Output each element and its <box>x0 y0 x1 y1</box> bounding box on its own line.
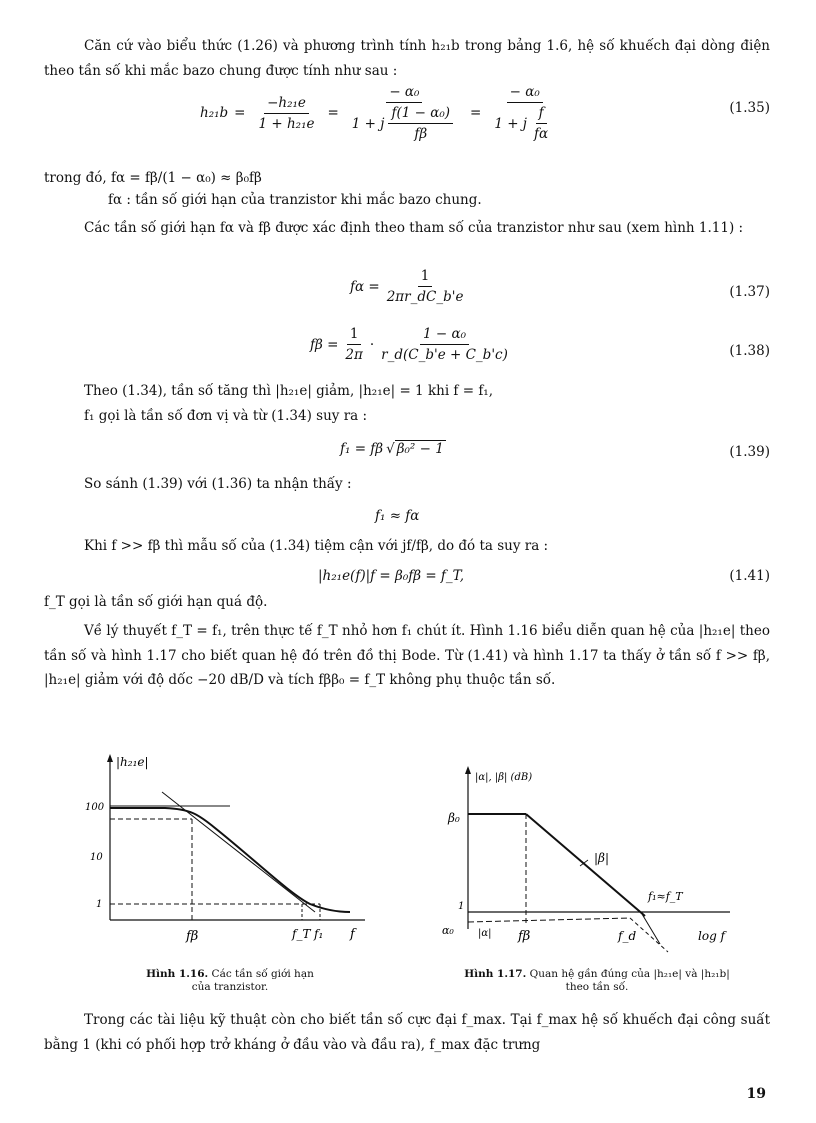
eq137-number: (1.37) <box>729 284 770 300</box>
eq139-root: β₀² − 1 <box>396 441 444 457</box>
fig117-caption-bold: Hình 1.17. <box>464 968 527 980</box>
fig117-ylabel: |α|, |β| (dB) <box>475 772 533 783</box>
falpha-definition: fα : tần số giới hạn của tranzistor khi mắc bazo chung. <box>108 192 482 208</box>
fig117-one: 1 <box>458 901 465 912</box>
eq138-num1: 1 <box>347 326 362 345</box>
eq138-number: (1.38) <box>729 343 770 359</box>
fig117-alpha-flat <box>468 918 630 922</box>
fig117-beta-label: |β| <box>594 851 610 865</box>
eq137-num: 1 <box>418 268 433 287</box>
equation-1-35: h₂₁b = $\frac{\text{−h₂₁e}}{\text{1 + h₂₁e}}$ = − α₀ 1 + j $\frac{\text{f(1 − α₀)}}{f\beta}$ = − α₀ 1 + j $\frac{f}{f\alpha}$ <box>200 84 562 142</box>
eq138-den1: 2π <box>345 347 363 363</box>
fig117-xfb: fβ <box>518 929 531 944</box>
equation-1-37 <box>350 268 470 305</box>
eq135-f3-den-pre: 1 + j <box>494 115 527 132</box>
paragraph-theo: Theo (1.34), tần số tăng thì |h₂₁e| giảm, |h₂₁e| = 1 khi f = f₁, <box>84 383 494 399</box>
where-line: trong đó, fα = fβ/(1 − α₀) ≈ β₀fβ <box>44 170 262 186</box>
fig117-alpha-label: |α| <box>478 928 492 939</box>
fig117-caption-text: Quan hệ gần đúng của |h₂₁e| và |h₂₁b| <box>529 968 730 980</box>
fig116-y1: 1 <box>96 899 103 910</box>
paragraph-unit-freq: f₁ gọi là tần số đơn vị và từ (1.34) suy ra : <box>84 408 368 424</box>
eq138-lhs: fβ = <box>310 336 339 353</box>
eq141-number: (1.41) <box>729 568 770 584</box>
paragraph-asymptote: Khi f >> fβ thì mẫu số của (1.34) tiệm cận với jf/fβ, do đó ta suy ra : <box>84 538 549 554</box>
fig116-caption-text: Các tần số giới hạn <box>211 968 314 980</box>
eq135-lhs: h₂₁b <box>200 105 229 121</box>
fig116-curve <box>110 808 350 912</box>
eq139-number: (1.39) <box>729 444 770 460</box>
figure-1-17 <box>430 764 750 954</box>
paragraph-limit-freq: Các tần số giới hạn fα và fβ được xác định theo tham số của tranzistor như sau (xem hình 1.11) : <box>84 220 744 236</box>
fig117-alpha0: α₀ <box>442 924 454 937</box>
fig117-fd-tick <box>642 914 660 944</box>
eq138-num2: 1 − α₀ <box>420 326 469 345</box>
fig117-caption <box>432 968 762 994</box>
fig117-caption-line2: theo tần số. <box>565 981 629 993</box>
eq137-den: 2πr_dC_b'e <box>386 289 464 305</box>
fig116-y10: 10 <box>90 852 103 863</box>
eq139-lhs: f₁ = fβ <box>340 440 384 457</box>
paragraph-ft: f_T gọi là tần số giới hạn quá độ. <box>44 594 268 610</box>
eq135-number: (1.35) <box>729 100 770 116</box>
figure-1-16 <box>80 752 370 952</box>
fig117-beta-slope <box>526 814 645 916</box>
eq138-dot: · <box>369 336 375 353</box>
eq138-den2: r_d(C_b'e + C_b'c) <box>381 347 508 363</box>
equation-approx: f₁ ≈ fα <box>375 508 420 524</box>
fig116-y100: 100 <box>85 802 105 813</box>
fig116-y-arrow <box>107 754 113 762</box>
fig116-xf: f <box>350 927 355 942</box>
eq135-f3-inner-num: f <box>536 105 547 124</box>
equation-1-38 <box>310 326 515 363</box>
fig117-xlog: log f <box>698 929 725 943</box>
fig116-xfb: fβ <box>186 929 199 944</box>
fig116-ylabel: |h₂₁e| <box>116 755 149 769</box>
equation-1-39: f₁ = fβ √ β₀² − 1 <box>340 440 444 457</box>
fig117-ft-label: f₁≈f_T <box>648 890 683 903</box>
fig117-xfd: f_d <box>618 929 637 943</box>
paragraph-intro: Căn cứ vào biểu thức (1.26) và phương trình tính h₂₁b trong bảng 1.6, hệ số khuếch đại dòng điện theo tần số khi mắc bazo chung được tính như sau : <box>44 38 770 79</box>
eq135-f1-den: 1 + h₂₁e <box>258 115 315 132</box>
eq135-f2-den-pre: 1 + j <box>351 115 385 132</box>
fig116-caption-bold: Hình 1.16. <box>146 968 209 980</box>
fig117-y-arrow <box>465 766 471 774</box>
fig116-xft: f_T <box>292 927 311 941</box>
paragraph-theory: Về lý thuyết f_T = f₁, trên thực tế f_T nhỏ hơn f₁ chút ít. Hình 1.16 biểu diễn quan hệ của |h₂₁e| theo tần số và hình 1.17 cho biết quan hệ đó trên đồ thị Bode. Từ (1.41) và hình 1.17 ta thấy ở tần số f >> fβ, |h₂₁e| giảm với độ dốc −20 dB/D và tích fββ₀ = f_T không phụ thuộc tần số. <box>44 623 770 688</box>
eq135-f2-inner-den: fβ <box>414 126 428 142</box>
eq135-f2-inner-num: f(1 − α₀) <box>388 105 453 124</box>
paragraph-fmax: Trong các tài liệu kỹ thuật còn cho biết tần số cực đại f_max. Tại f_max hệ số khuếch đại công suất bằng 1 (khi có phối hợp trở kháng ở đầu vào và đầu ra), f_max đặc trưng <box>44 1012 770 1053</box>
paragraph-compare: So sánh (1.39) với (1.36) ta nhận thấy : <box>84 476 352 492</box>
eq135-f1-num: −h₂₁e <box>264 95 309 114</box>
fig116-caption <box>120 968 340 994</box>
eq137-lhs: fα = <box>350 278 380 295</box>
page-number: 19 <box>746 1086 766 1102</box>
fig117-beta0: β₀ <box>448 811 460 825</box>
equation-1-41: |h₂₁e(f)|f = β₀fβ = f_T, <box>318 568 464 584</box>
eq135-f3-num: − α₀ <box>507 84 543 103</box>
eq135-f2-num: − α₀ <box>386 84 422 103</box>
eq135-f3-inner-den: fα <box>534 126 549 142</box>
fig116-xf1: f₁ <box>314 927 324 941</box>
fig116-caption-line2: của tranzistor. <box>191 981 269 993</box>
